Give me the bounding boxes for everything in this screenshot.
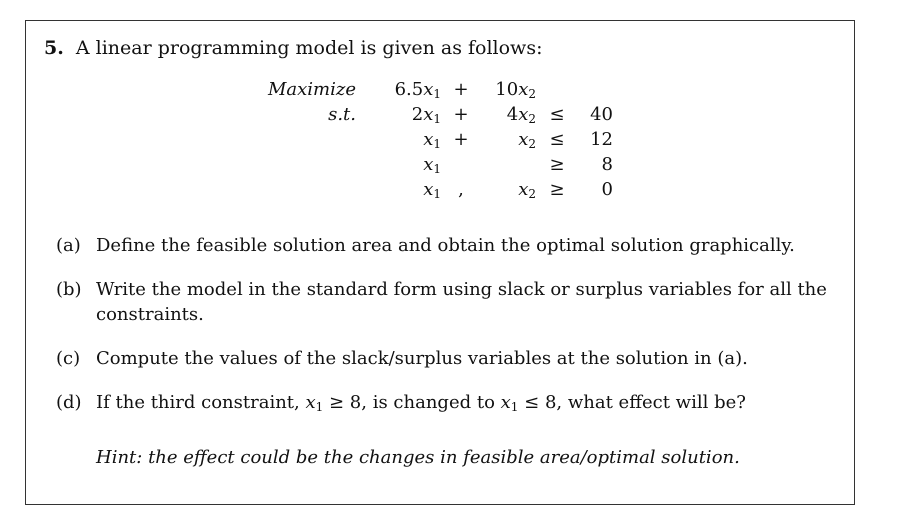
part-c-text: Compute the values of the slack/surplus variables at the solution in (a). bbox=[96, 348, 748, 369]
objective-operator: + bbox=[453, 79, 469, 100]
question-intro: A linear programming model is given as follows: bbox=[75, 37, 543, 59]
part-c-label: (c) bbox=[56, 348, 81, 369]
question-heading bbox=[44, 37, 542, 59]
constraint-operator: + bbox=[453, 104, 469, 125]
objective-term-1: $6.5x_1$ bbox=[394, 79, 441, 101]
objective-term-2: $10x_2$ bbox=[495, 79, 536, 101]
constraint-rhs: 12 bbox=[590, 129, 613, 150]
constraint-rhs: 40 bbox=[590, 104, 613, 125]
part-b-text: Write the model in the standard form using slack or surplus variables for all the constraints. bbox=[96, 279, 827, 325]
maximize-label: Maximize bbox=[267, 79, 356, 100]
part-c bbox=[56, 346, 846, 371]
part-b-label: (b) bbox=[56, 279, 82, 300]
constraint-relation: ≤ bbox=[549, 104, 565, 125]
constraint-term-2: $4x_2$ bbox=[506, 104, 536, 126]
part-d bbox=[56, 390, 846, 420]
constraint-relation: ≥ bbox=[549, 154, 565, 175]
constraint-term-2: $x_2$ bbox=[518, 129, 536, 151]
constraint-term-1: $x_1$ bbox=[423, 129, 441, 151]
constraint-label: s.t. bbox=[328, 104, 356, 125]
constraint-relation: ≤ bbox=[549, 129, 565, 150]
constraint-rhs: 0 bbox=[601, 179, 613, 200]
constraint-term-2: $x_2$ bbox=[518, 179, 536, 201]
question-parts bbox=[56, 233, 846, 439]
part-a bbox=[56, 233, 846, 258]
part-b bbox=[56, 277, 846, 327]
constraint-term-1: $2x_1$ bbox=[411, 104, 441, 126]
constraint-operator: , bbox=[458, 179, 464, 200]
constraint-rhs: 8 bbox=[601, 154, 613, 175]
part-d-text: If the third constraint, $x_1 \ge 8$, is changed to $x_1 \le 8$, what effect will be? bbox=[96, 392, 746, 414]
part-a-text: Define the feasible solution area and obtain the optimal solution graphically. bbox=[96, 235, 795, 256]
constraint-term-1: $x_1$ bbox=[423, 179, 441, 201]
question-frame bbox=[25, 20, 855, 505]
constraint-relation: ≥ bbox=[549, 179, 565, 200]
question-number: 5. bbox=[44, 37, 64, 59]
hint-text: Hint: the effect could be the changes in feasible area/optimal solution. bbox=[96, 447, 740, 468]
constraint-term-1: $x_1$ bbox=[423, 154, 441, 176]
constraint-operator: + bbox=[453, 129, 469, 150]
part-d-label: (d) bbox=[56, 392, 82, 413]
part-a-label: (a) bbox=[56, 235, 81, 256]
